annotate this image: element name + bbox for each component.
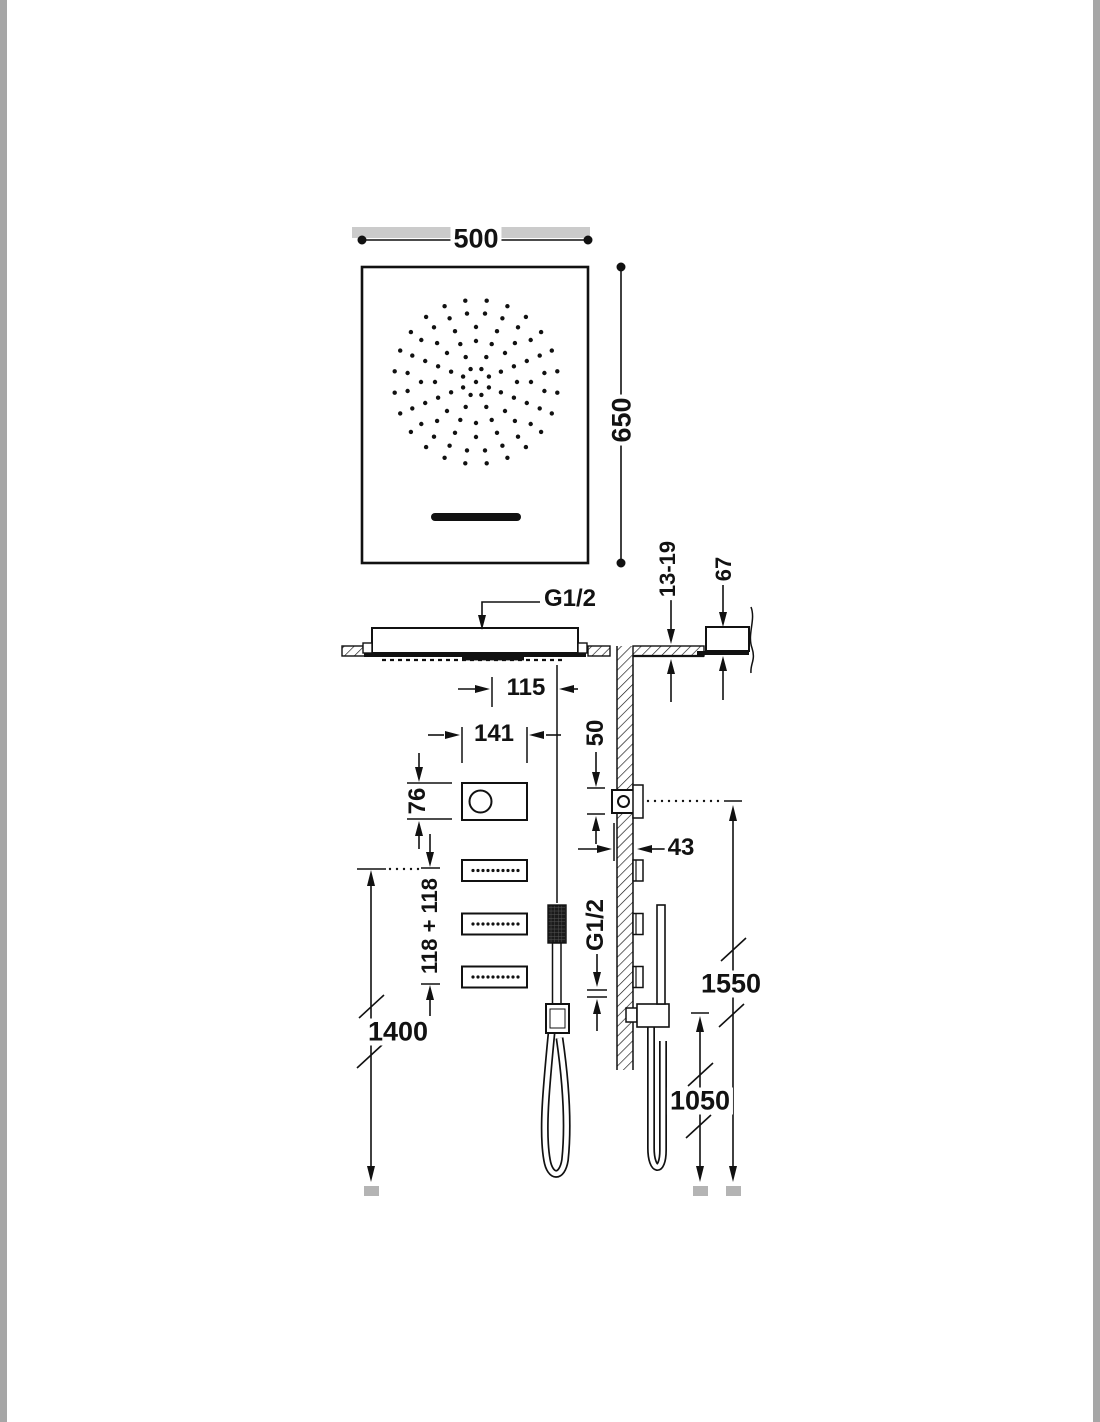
dim-valve-axis-height-label: 1550 [698, 971, 764, 998]
break-line-icon [750, 607, 753, 673]
inlet-callout-line [482, 602, 540, 618]
waterfall-slot [431, 513, 521, 521]
handshower-handle-front [553, 943, 562, 1004]
mounting-tab-right [578, 643, 587, 653]
control-knob-icon [470, 791, 492, 813]
ceiling-section [633, 646, 704, 656]
dim-jet-spacing-label: 118 + 118 [419, 875, 441, 977]
handshower-holder-front [546, 1004, 569, 1033]
dim-jet-height-label: 1400 [365, 1019, 431, 1046]
handshower-holder-side [637, 1004, 669, 1027]
lower-front-view [357, 665, 578, 1016]
dim-valve-height-label: 76 [406, 785, 430, 818]
head-edge-section [706, 627, 749, 651]
handshower-head-front [548, 905, 566, 943]
front-view-shower-panel [358, 236, 625, 567]
dim-ceiling-thickness-label: 13-19 [657, 538, 679, 600]
dim-valve-gap-label: 50 [584, 717, 608, 750]
inlet-thread-label: G1/2 [541, 587, 599, 611]
floor-marker [726, 1186, 741, 1196]
dim-recess-depth-label: 43 [665, 836, 698, 860]
dim-panel-height-label: 650 [609, 394, 636, 445]
dim-handshower-height-label: 1050 [667, 1088, 733, 1115]
handshower-side [657, 905, 665, 1004]
handshower-front-view [545, 905, 569, 1174]
dim-valve-width-label: 141 [471, 722, 517, 746]
dim-panel-width-label: 500 [450, 226, 501, 253]
floor-marker [364, 1186, 379, 1196]
dim-offset-115-label: 115 [504, 676, 549, 700]
floor-marker [693, 1186, 708, 1196]
wall-outlet-side [626, 1008, 637, 1022]
wall-section [617, 646, 633, 1070]
outlet-thread-label: G1/2 [584, 896, 608, 954]
dim-head-depth-label: 67 [713, 554, 735, 584]
mounting-tab-left [363, 643, 372, 653]
